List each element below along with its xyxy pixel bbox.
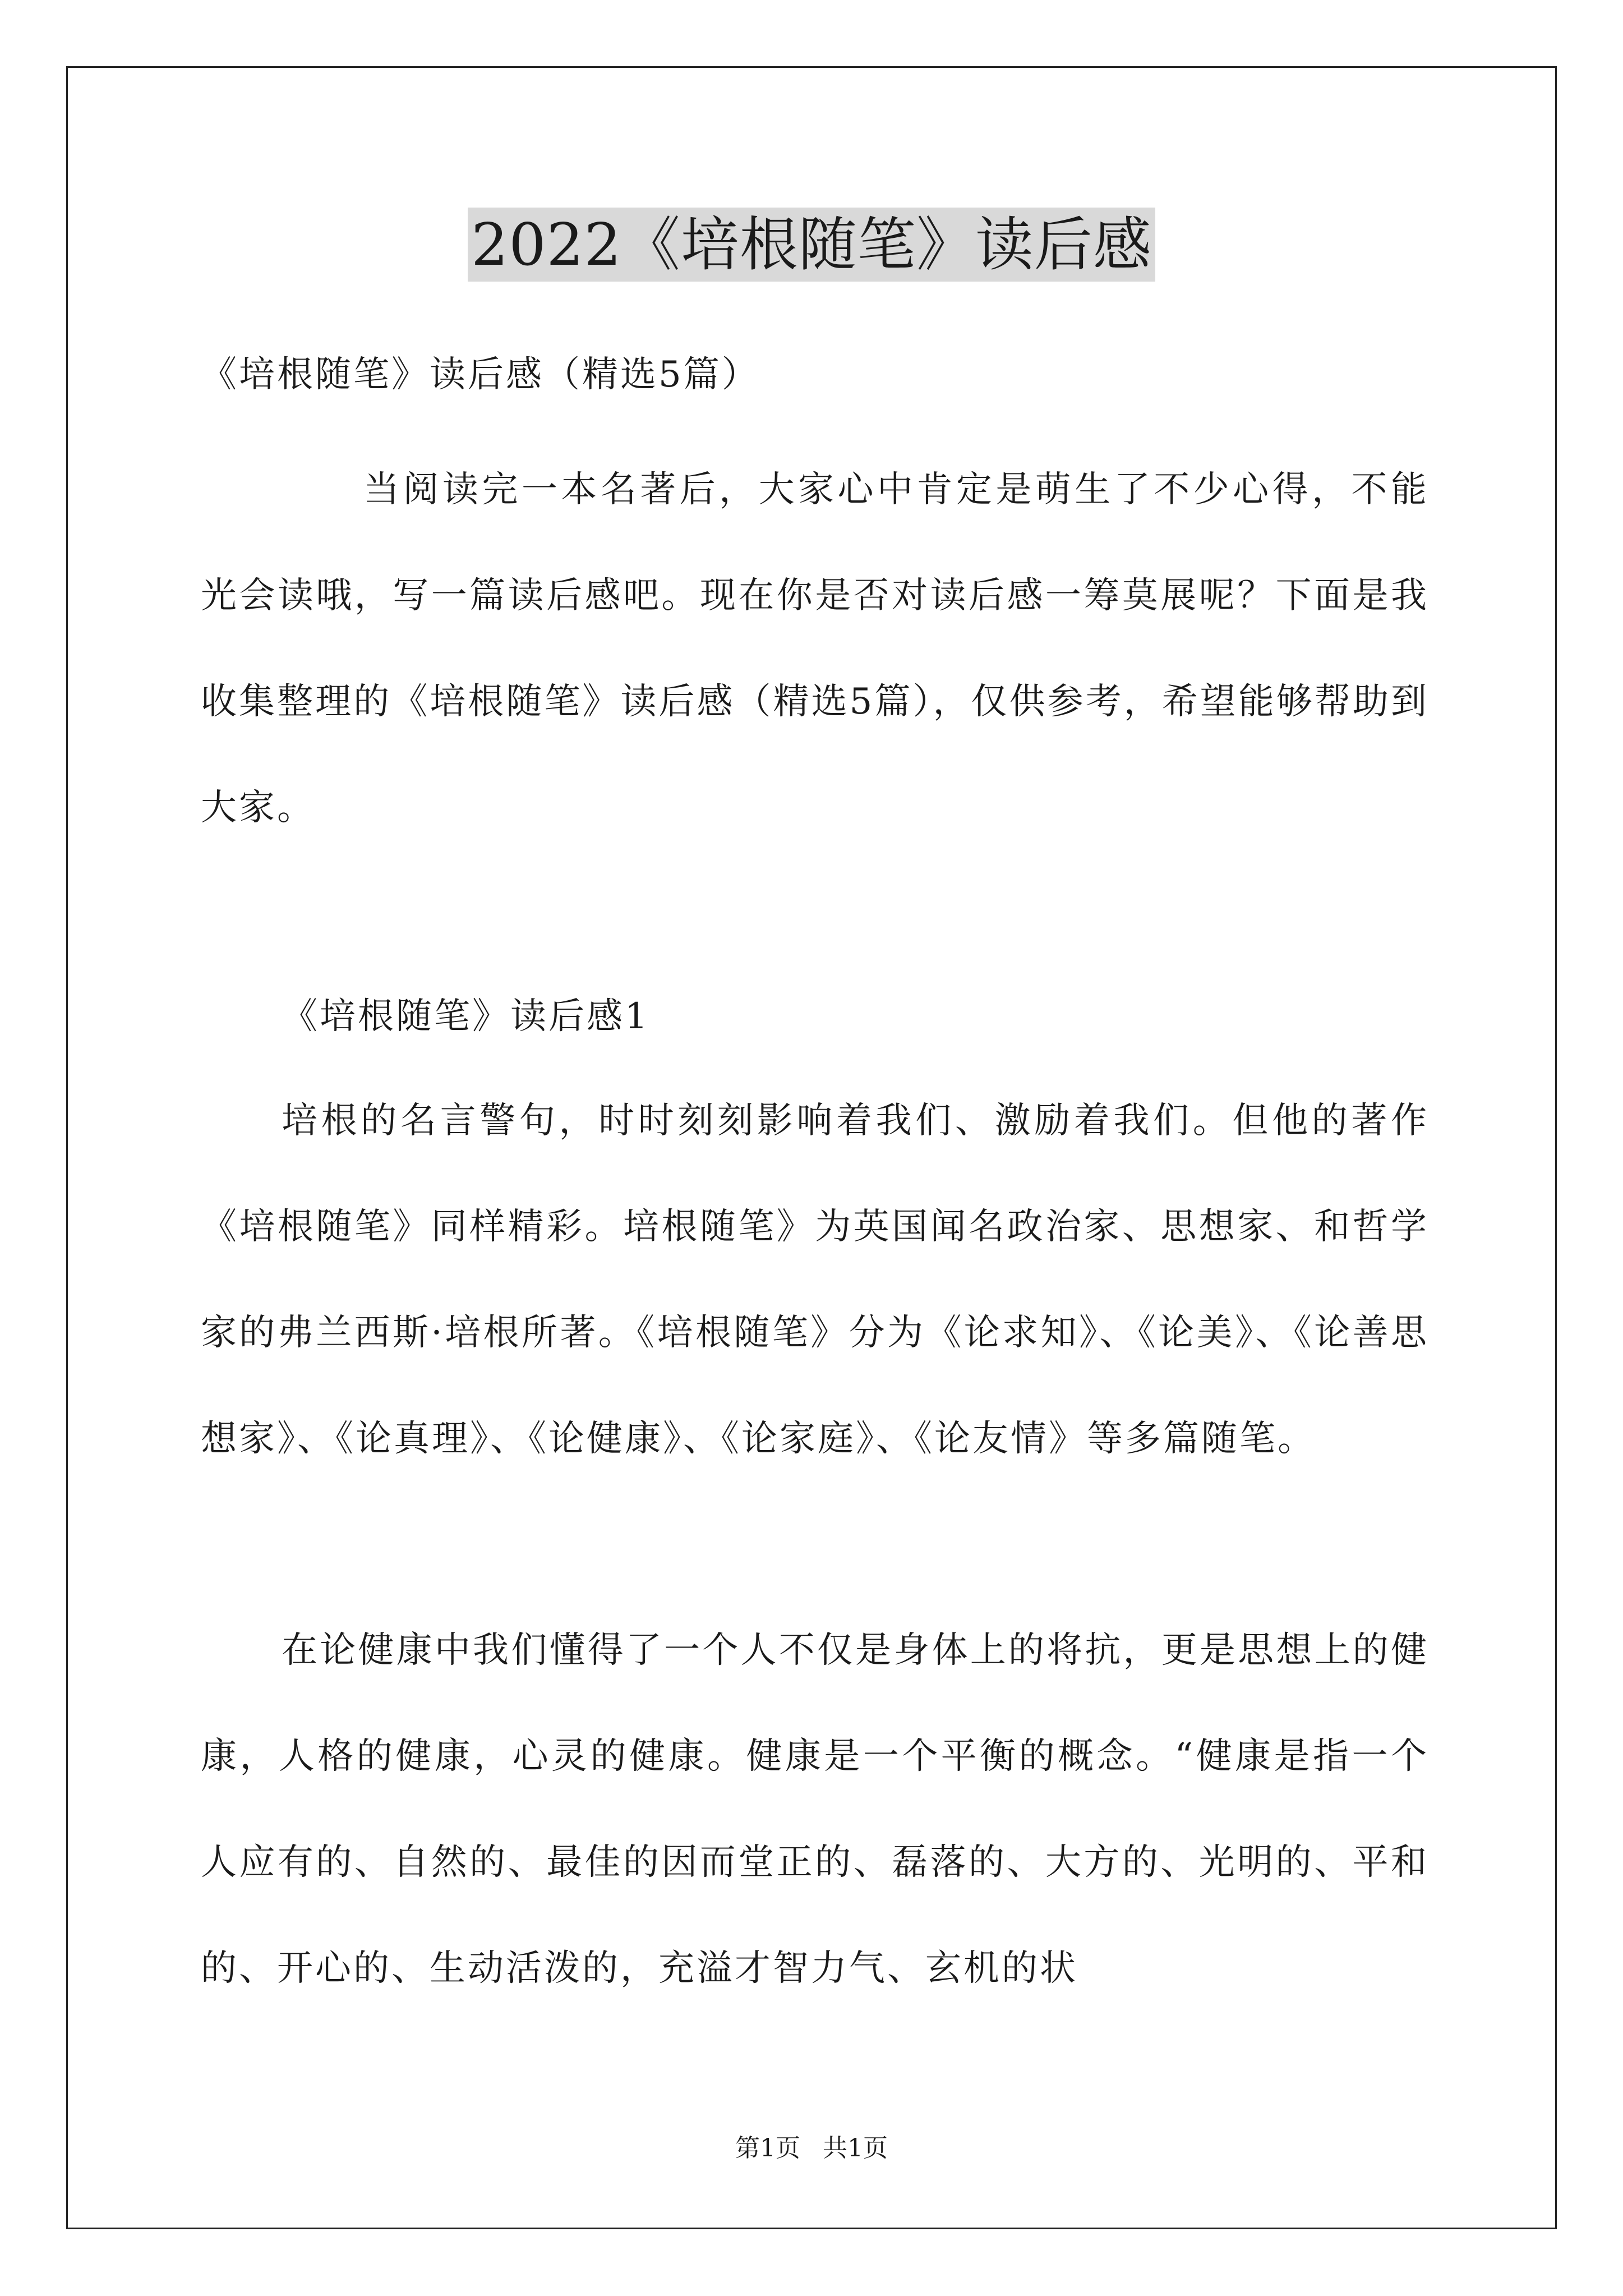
page-footer bbox=[0, 2132, 1623, 2165]
document-title: 2022《培根随笔》读后感 bbox=[468, 208, 1155, 282]
page-number: 第1页 bbox=[735, 2134, 800, 2162]
title-container bbox=[0, 208, 1623, 282]
page-total: 共1页 bbox=[823, 2134, 888, 2162]
body-paragraph: 培根的名言警句，时时刻刻影响着我们、激励着我们。但他的著作《培根随笔》同样精彩。培根随笔》为英国闻名政治家、思想家、和哲学家的弗兰西斯·培根所著。《培根随笔》分为《论求知》、《论美》、《论善思想家》、《论真理》、《论健康》、《论家庭》、《论友情》等多篇随笔。 bbox=[201, 1100, 1429, 1460]
body-paragraph: 在论健康中我们懂得了一个人不仅是身体上的将抗，更是思想上的健康，人格的健康，心灵的健康。健康是一个平衡的概念。“健康是指一个人应有的、自然的、最佳的因而堂正的、磊落的、大方的、光明的、平和的、开心的、生动活泼的，充溢才智力气、玄机的状 bbox=[201, 1630, 1429, 1989]
intro-paragraph: 当阅读完一本名著后，大家心中肯定是萌生了不少心得，不能光会读哦，写一篇读后感吧。现在你是否对读后感一筹莫展呢？下面是我收集整理的《培根随笔》读后感（精选5篇），仅供参考，希望能够帮助到大家。 bbox=[201, 469, 1429, 829]
section-heading: 《培根随笔》读后感1 bbox=[282, 996, 650, 1037]
document-subtitle: 《培根随笔》读后感（精选5篇） bbox=[201, 354, 760, 395]
